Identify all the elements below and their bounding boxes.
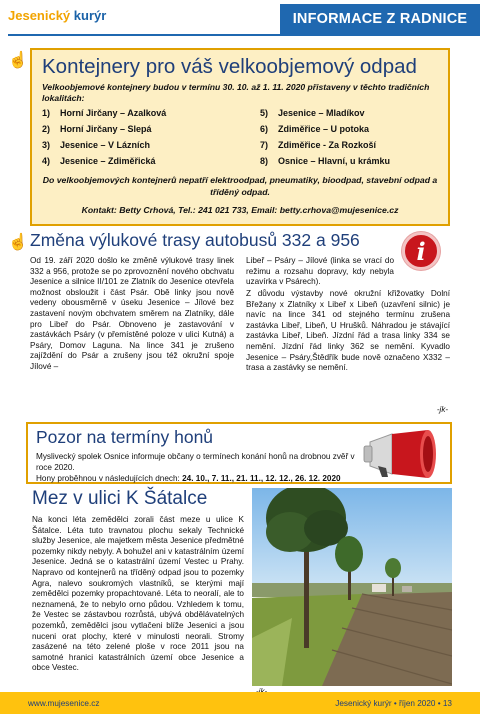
bus-column-right-top: Libeř – Psáry – Jílové (linka se vrací do režimu a rozsahu dopravy, kdy nebyla uzavírka v Psárech). bbox=[246, 256, 394, 287]
location-item: 1) Horní Jirčany – Azalková bbox=[42, 108, 167, 118]
location-item: 2) Horní Jirčany – Slepá bbox=[42, 124, 152, 134]
footer-issue: Jesenický kurýr • říjen 2020 • 13 bbox=[335, 699, 452, 708]
containers-contact: Kontakt: Betty Crhová, Tel.: 241 021 733, Email: betty.crhova@mujesenice.cz bbox=[81, 205, 399, 215]
hunt-text: Myslivecký spolek Osnice informuje občany o termínech konání honů na drobnou zvěř v roce 2020. bbox=[36, 452, 355, 472]
pointing-hand-icon: ☝ bbox=[8, 52, 28, 69]
location-item: 6) Zdiměřice – U potoka bbox=[260, 124, 370, 134]
info-icon: i bbox=[402, 232, 440, 270]
containers-note: Do velkoobjemových kontejnerů nepatří elektroodpad, pneumatiky, bioodpad, stavební odpad a tříděný odpad. bbox=[42, 175, 438, 197]
bus-signature: -jk- bbox=[436, 405, 448, 414]
containers-title: Kontejnery pro váš velkoobjemový odpad bbox=[42, 55, 417, 78]
megaphone-icon bbox=[362, 430, 442, 478]
field-photo bbox=[252, 488, 452, 686]
location-item: 3) Jesenice – V Lázních bbox=[42, 140, 151, 150]
location-item: 8) Osnice – Hlavní, u krámku bbox=[260, 156, 391, 166]
trees-text: Na konci léta zemědělci zorali část meze u ulice K Šátalce. Léta tuto travnatou plochu sekaly Technické služby Jesenice, ale majetkem města Jesenice předmětné pozemky nikdy nebyly. A bohužel ani v katastrálním území Jesenice. Jedná se o katastrální území Vestec u Prahy. Napravo od kontejnerů na tříděný odpad jsou to pozemky Agra, nalevo soukromých vlastníků, se kterými mají zemědělci pozemky propachtované. Léta to neoralí, ale to neznamená, že to nebylo orno půdou. Vzhledem k tomu, že Vestec se zástavbou rozrůstá, ubývá obdělávatelných pozemků, zemědělci jsou vytlačeni blíže Jesenici a jsou nuceni orat plochy, které v minulosti neorali. Stromy zasázené na této zelené ploše v roce 2011 jsou na samotné hranici katastrálních území obce Jesenice a obce Vestec. bbox=[32, 515, 244, 673]
location-item: 4) Jesenice – Zdiměřická bbox=[42, 156, 156, 166]
hunt-dates-text: Hony proběhnou v následujících dnech: 24. 10., 7. 11., 21. 11., 12. 12., 26. 12. 2020 bbox=[36, 474, 341, 483]
page-footer bbox=[0, 692, 480, 714]
pointing-hand-icon: ☝ bbox=[8, 234, 28, 251]
hunt-dates: 24. 10., 7. 11., 21. 11., 12. 12., 26. 12. 2020 bbox=[182, 474, 341, 483]
containers-intro: Velkoobjemové kontejnery budou v termínu 30. 10. až 1. 11. 2020 přistaveny v těchto tradičních lokalitách: bbox=[42, 82, 430, 103]
hunt-title: Pozor na termíny honů bbox=[36, 427, 214, 447]
bus-column-left: Od 19. září 2020 došlo ke změně výlukové trasy linek 332 a 956, protože se po zprovoznění nového obchvatu Jesenice a silnice II/101 ze Zlatník do Jesenice otevřela možnost obsloužit i část Psár. Obě linky jsou nově vedeny obousměrně v úseku Jesenice – Jílové bez zastavení novým obchvatem směrem na Zlatníky, dále pro Libeř do Psár. Obnoveno je zastavování v zastávkách Psáry (v přemístěné poloze v ulici Kutná) a Psáry, Domov Laguna. Na lince 341 je zrušeno zajíždění do Psár a zrušeny jsou též okružní spoje Jílové – bbox=[30, 256, 234, 371]
bus-title: Změna výlukové trasy autobusů 332 a 956 bbox=[30, 230, 360, 250]
bus-column-right: Z důvodu výstavby nové okružní křižovatky Dolní Břežany x Zlatníky x Libeř x Libeň (uzavření silnic) je navíc na lince 341 od stejného termínu zrušena zastávka Libeř, Libeň, U Hrušků. Náhradou je stávající zastávka Libeř, Libeň. Jízdní řád a trasa linky 334 se nemění. Jízdní řád linky 362 se nemění. Kyvadlo Jesenice – Psáry,Štědřík bude nově označeno X332 – trasa a zastávky se nemění. bbox=[246, 289, 450, 373]
section-header: INFORMACE Z RADNICE bbox=[280, 4, 480, 34]
magazine-brand bbox=[8, 8, 106, 23]
brand-name-accent: kurýr bbox=[73, 8, 107, 23]
trees-title: Mez v ulici K Šátalce bbox=[32, 488, 208, 509]
header-divider bbox=[8, 34, 480, 36]
footer-website: www.mujesenice.cz bbox=[28, 699, 100, 708]
brand-name: Jesenický bbox=[8, 8, 71, 23]
location-item: 5) Jesenice – Mladíkov bbox=[260, 108, 365, 118]
location-item: 7) Zdiměřice - Za Rozkoší bbox=[260, 140, 377, 150]
containers-box bbox=[30, 48, 450, 226]
